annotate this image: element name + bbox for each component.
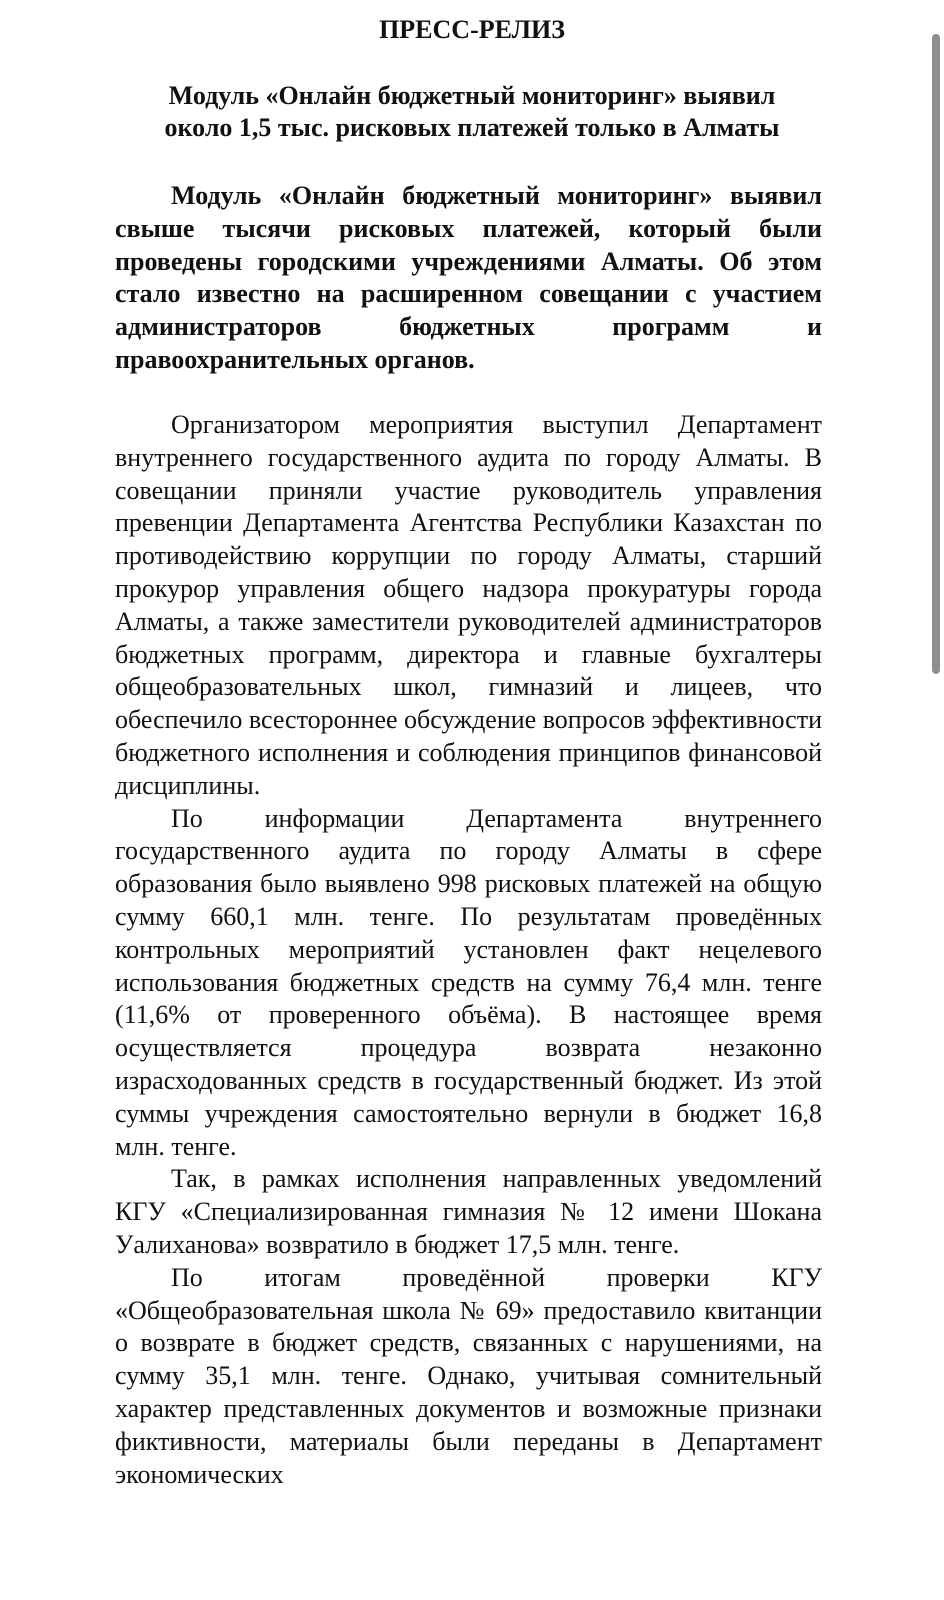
scrollbar-thumb[interactable]: [932, 34, 940, 674]
paragraph-2: По информации Департамента внутреннего государственного аудита по городу Алматы в сфере образования было выявлено 998 рисковых платежей на общую сумму 660,1 млн. тенге. По результатам проведённых контрольных мероприятий установлен факт нецелевого использования бюджетных средств на сумму 76,4 млн. тенге (11,6% от проверенного объёма). В настоящее время осуществляется процедура возврата незаконно израсходованных средств в государственный бюджет. Из этой суммы учреждения самостоятельно вернули в бюджет 16,8 млн. тенге.: [115, 803, 822, 1161]
press-release-header: ПРЕСС-РЕЛИЗ: [379, 15, 565, 44]
paragraph-4: По итогам проведённой проверки КГУ «Общеобразовательная школа № 69» предоставило квитанции о возврате в бюджет средств, связанных с нарушениями, на сумму 35,1 млн. тенге. Однако, учитывая сомнительный характер представленных документов и возможные признаки фиктивности, материалы были переданы в Департамент экономических: [115, 1262, 822, 1489]
headline: [0, 80, 944, 144]
headline-line-1: Модуль «Онлайн бюджетный мониторинг» выявил: [168, 81, 776, 110]
body-text: [115, 409, 822, 1491]
headline-line-2: около 1,5 тыс. рисковых платежей только в Алматы: [164, 113, 780, 142]
paragraph-3: Так, в рамках исполнения направленных уведомлений КГУ «Специализированная гимназия № 12 имени Шокана Уалиханова» возвратило в бюджет 17,5 млн. тенге.: [115, 1164, 822, 1259]
vertical-scrollbar[interactable]: [926, 0, 944, 1600]
paragraph-1: Организатором мероприятия выступил Департамент внутреннего государственного аудита по городу Алматы. В совещании приняли участие руководитель управления превенции Департамента Агентства Республики Казахстан по противодействию коррупции по городу Алматы, старший прокурор управления общего надзора прокуратуры города Алматы, а также заместители руководителей администраторов бюджетных программ, директора и главные бухгалтеры общеобразовательных школ, гимназий и лицеев, что обеспечило всестороннее обсуждение вопросов эффективности бюджетного исполнения и соблюдения принципов финансовой дисциплины.: [115, 410, 822, 800]
lead-paragraph: Модуль «Онлайн бюджетный мониторинг» выявил свыше тысячи рисковых платежей, который были проведены городскими учреждениями Алматы. Об этом стало известно на расширенном совещании с участием администраторов бюджетных программ и правоохранительных органов.: [115, 181, 822, 374]
